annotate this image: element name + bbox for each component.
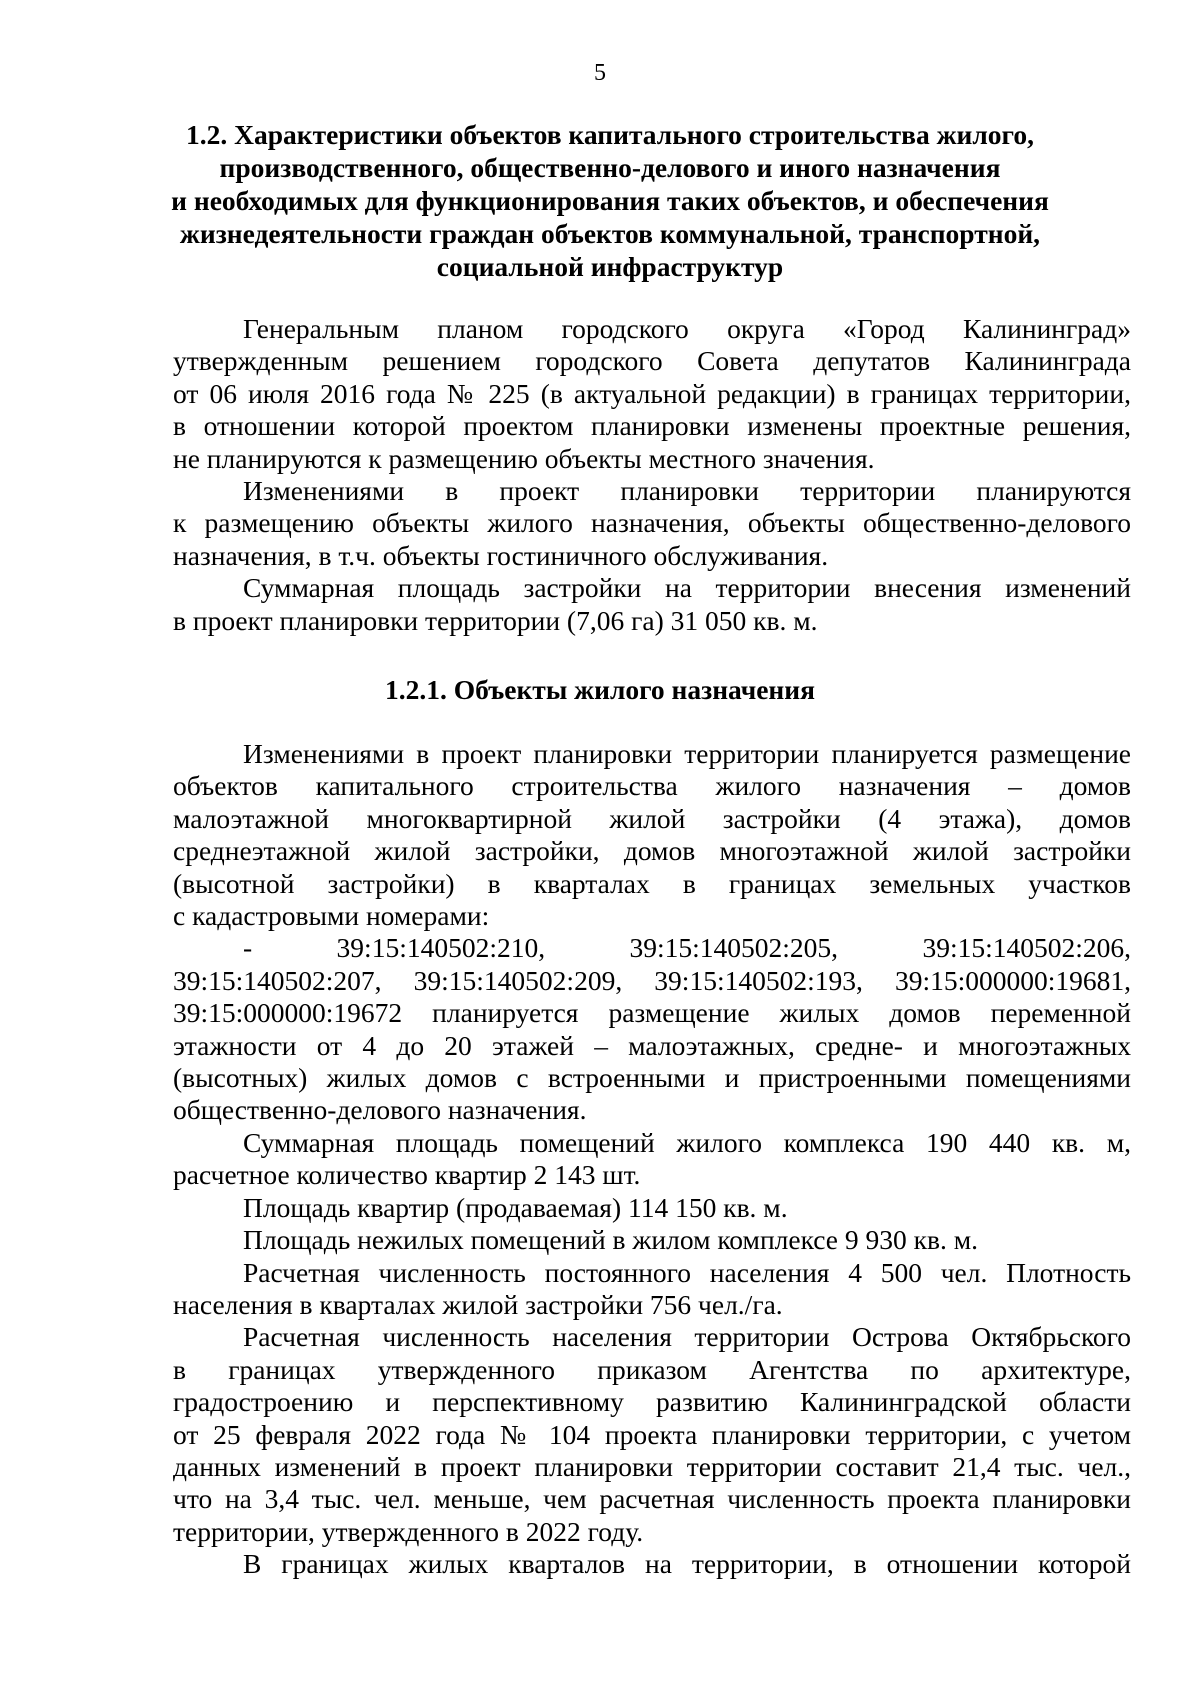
text-line: от 06 июля 2016 года № 225 (в актуальной редакции) в границах территории, [173, 377, 1131, 409]
text-line: среднеэтажной жилой застройки, домов многоэтажной жилой застройки [173, 835, 1131, 867]
section-heading [160, 118, 1060, 283]
text-line: 39:15:140502:207, 39:15:140502:209, 39:15:140502:193, 39:15:000000:19681, [173, 964, 1131, 996]
text-line: малоэтажной многоквартирной жилой застройки (4 этажа), домов [173, 802, 1131, 834]
paragraph-apartment-area [173, 1192, 1131, 1224]
text-line: 39:15:000000:19672 планируется размещение жилых домов переменной [173, 997, 1131, 1029]
text-line: в проект планировки территории (7,06 га) 31 050 кв. м. [173, 604, 818, 636]
text-line: назначения, в т.ч. объекты гостиничного обслуживания. [173, 539, 829, 571]
text-line: расчетное количество квартир 2 143 шт. [173, 1159, 641, 1191]
text-line: Площадь нежилых помещений в жилом комплексе 9 930 кв. м. [243, 1224, 979, 1256]
text-line: Площадь квартир (продаваемая) 114 150 кв. м. [243, 1191, 788, 1223]
text-line: Расчетная численность населения территории Острова Октябрьского [243, 1321, 1131, 1353]
heading-line: производственного, общественно-делового и иного назначения [219, 152, 1001, 183]
text-line: с кадастровыми номерами: [173, 900, 490, 932]
text-line: Генеральным планом городского округа «Город Калининград» [243, 313, 1131, 344]
paragraph-residential-quarters [173, 1548, 1131, 1580]
text-line: Изменениями в проект планировки территории планируется размещение [243, 738, 1131, 769]
paragraph-total-area [173, 1127, 1131, 1192]
text-line: В границах жилых кварталов на территории, в отношении которой [243, 1548, 1131, 1580]
text-line: в границах утвержденного приказом Агентства по архитектуре, [173, 1353, 1131, 1385]
text-line: утвержденным решением городского Совета депутатов Калининграда [173, 345, 1131, 377]
paragraph-built-area [173, 572, 1131, 637]
section-2-text [173, 738, 1131, 1581]
text-line: территории, утвержденного в 2022 году. [173, 1515, 644, 1547]
text-line: Суммарная площадь помещений жилого комплекса 190 440 кв. м, [243, 1126, 1131, 1158]
text-line: что на 3,4 тыс. чел. меньше, чем расчетная численность проекта планировки [173, 1483, 1131, 1515]
paragraph-cadastral-numbers [173, 932, 1131, 1126]
text-line: данных изменений в проект планировки территории составит 21,4 тыс. чел., [173, 1450, 1131, 1482]
heading-line: жизнедеятельности граждан объектов коммунальной, транспортной, [179, 218, 1041, 249]
paragraph-general-plan [173, 313, 1131, 475]
text-line: к размещению объекты жилого назначения, объекты общественно-делового [173, 507, 1131, 539]
text-line: градостроению и перспективному развитию Калининградской области [173, 1386, 1131, 1418]
paragraph-island-population [173, 1321, 1131, 1548]
page-number: 5 [594, 60, 606, 86]
heading-line: социальной инфраструктур [436, 251, 784, 282]
paragraph-population [173, 1257, 1131, 1322]
text-line: Суммарная площадь застройки на территории внесения изменений [243, 572, 1131, 604]
text-line: общественно-делового назначения. [173, 1094, 587, 1126]
text-line: объектов капитального строительства жилого назначения – домов [173, 770, 1131, 802]
text-line: от 25 февраля 2022 года № 104 проекта планировки территории, с учетом [173, 1418, 1131, 1450]
heading-line: и необходимых для функционирования таких объектов, и обеспечения [171, 185, 1049, 216]
text-line: Расчетная численность постоянного населения 4 500 чел. Плотность [243, 1256, 1131, 1288]
text-line: населения в кварталах жилой застройки 756 чел./га. [173, 1288, 783, 1320]
heading-line: 1.2. Характеристики объектов капитального строительства жилого, [186, 119, 1034, 150]
paragraph-planned-objects [173, 475, 1131, 572]
text-line: не планируются к размещению объекты местного значения. [173, 442, 875, 474]
text-line: (высотной застройки) в кварталах в границах земельных участков [173, 867, 1131, 899]
text-line: Изменениями в проект планировки территории планируются [243, 475, 1131, 507]
text-line: этажности от 4 до 20 этажей – малоэтажных, средне- и многоэтажных [173, 1029, 1131, 1061]
text-line: (высотных) жилых домов с встроенными и пристроенными помещениями [173, 1062, 1131, 1094]
section-1-text [173, 313, 1131, 637]
paragraph-nonresidential-area [173, 1224, 1131, 1256]
subsection-heading: 1.2.1. Объекты жилого назначения [385, 674, 815, 705]
text-line: в отношении которой проектом планировки изменены проектные решения, [173, 410, 1131, 442]
paragraph-residential-placement [173, 738, 1131, 932]
text-line: - 39:15:140502:210, 39:15:140502:205, 39:15:140502:206, [243, 932, 1131, 964]
